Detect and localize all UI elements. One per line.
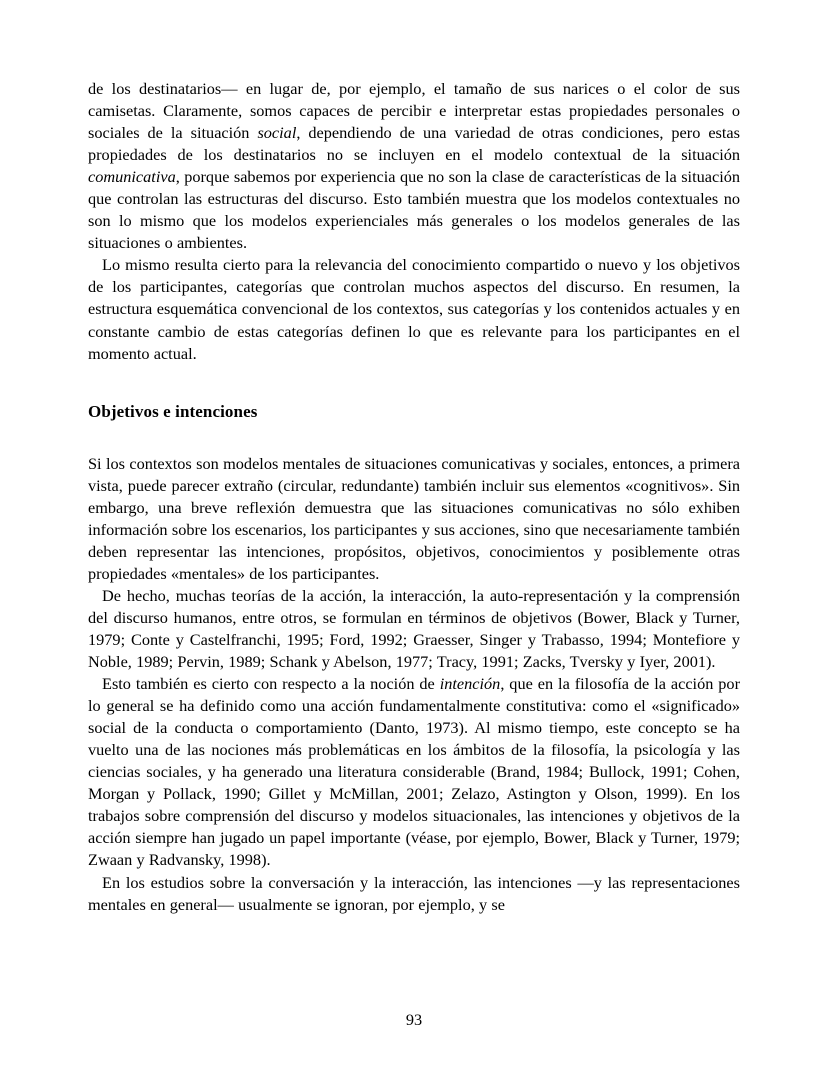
paragraph-1-part-3: , porque sabemos por experiencia que no son la clase de características de la situación que controlan las estructuras del discurso. Esto también muestra que los modelos contextuales no son lo mismo que los modelos experienciales más generales o los modelos generales de las situaciones o ambientes. — [88, 167, 740, 253]
paragraph-4: De hecho, muchas teorías de la acción, la interacción, la auto-representación y la comprensión del discurso humanos, entre otros, se formulan en términos de objetivos (Bower, Black y Turner, 1979; Conte y Castelfranchi, 1995; Ford, 1992; Graesser, Singer y Trabasso, 1994; Montefiore y Noble, 1989; Pervin, 1989; Schank y Abelson, 1977; Tracy, 1991; Zacks, Tversky y Iyer, 2001). — [88, 585, 740, 672]
section-heading-objetivos-e-intenciones: Objetivos e intenciones — [88, 401, 258, 421]
paragraph-5 — [88, 673, 740, 871]
emphasis-comunicativa: comunicativa — [88, 167, 176, 187]
paragraph-5-part-2: , que en la filosofía de la acción por lo general se ha definido como una acción fundamentalmente constitutiva: como el «significado» social de la conducta o comportamiento (Danto, 1973). Al mismo tiempo, este concepto se ha vuelto una de las nociones más problemáticas en los ámbitos de la filosofía, la psicología y las ciencias sociales, y ha generado una literatura considerable (Brand, 1984; Bullock, 1991; Cohen, Morgan y Pollack, 1990; Gillet y McMillan, 2001; Zelazo, Astington y Olson, 1999). En los trabajos sobre comprensión del discurso y modelos situacionales, las intenciones y objetivos de la acción siempre han jugado un papel importante (véase, por ejemplo, Bower, Black y Turner, 1979; Zwaan y Radvansky, 1998). — [88, 674, 740, 870]
text-column — [88, 78, 740, 916]
paragraph-3: Si los contextos son modelos mentales de situaciones comunicativas y sociales, entonces, a primera vista, puede parecer extraño (circular, redundante) también incluir sus elementos «cognitivos». Sin embargo, una breve reflexión demuestra que las situaciones comunicativas no sólo exhiben información sobre los escenarios, los participantes y sus acciones, sino que necesariamente también deben representar las intenciones, propósitos, objetivos, conocimientos y posiblemente otras propiedades «mentales» de los participantes. — [88, 453, 740, 583]
emphasis-intencion: intención — [439, 674, 501, 694]
paragraph-1 — [88, 78, 740, 254]
paragraph-5-part-1: Esto también es cierto con respecto a la noción de — [102, 674, 440, 694]
heading-spacer-above — [88, 365, 740, 401]
paragraph-6: En los estudios sobre la conversación y la interacción, las intenciones —y las representaciones mentales en general— usualmente se ignoran, por ejemplo, y se — [88, 872, 740, 914]
page-number: 93 — [405, 1010, 423, 1029]
paragraph-2: Lo mismo resulta cierto para la relevancia del conocimiento compartido o nuevo y los objetivos de los participantes, categorías que controlan muchos aspectos del discurso. En resumen, la estructura esquemática convencional de los contextos, sus categorías y los contenidos actuales y en constante cambio de estas categorías definen lo que es relevante para los participantes en el momento actual. — [88, 255, 740, 363]
emphasis-social: social — [257, 123, 297, 143]
heading-spacer-below — [88, 423, 740, 453]
paragraph-1-part-2: , dependiendo de una variedad de otras condiciones, pero estas propiedades de los destinatarios no se incluyen en el modelo contextual de la situación — [88, 123, 740, 165]
paragraph-1-part-1: de los destinatarios— en lugar de, por ejemplo, el tamaño de sus narices o el color de sus camisetas. Claramente, somos capaces de percibir e interpretar estas propiedades personales o sociales de la situación — [88, 79, 740, 143]
